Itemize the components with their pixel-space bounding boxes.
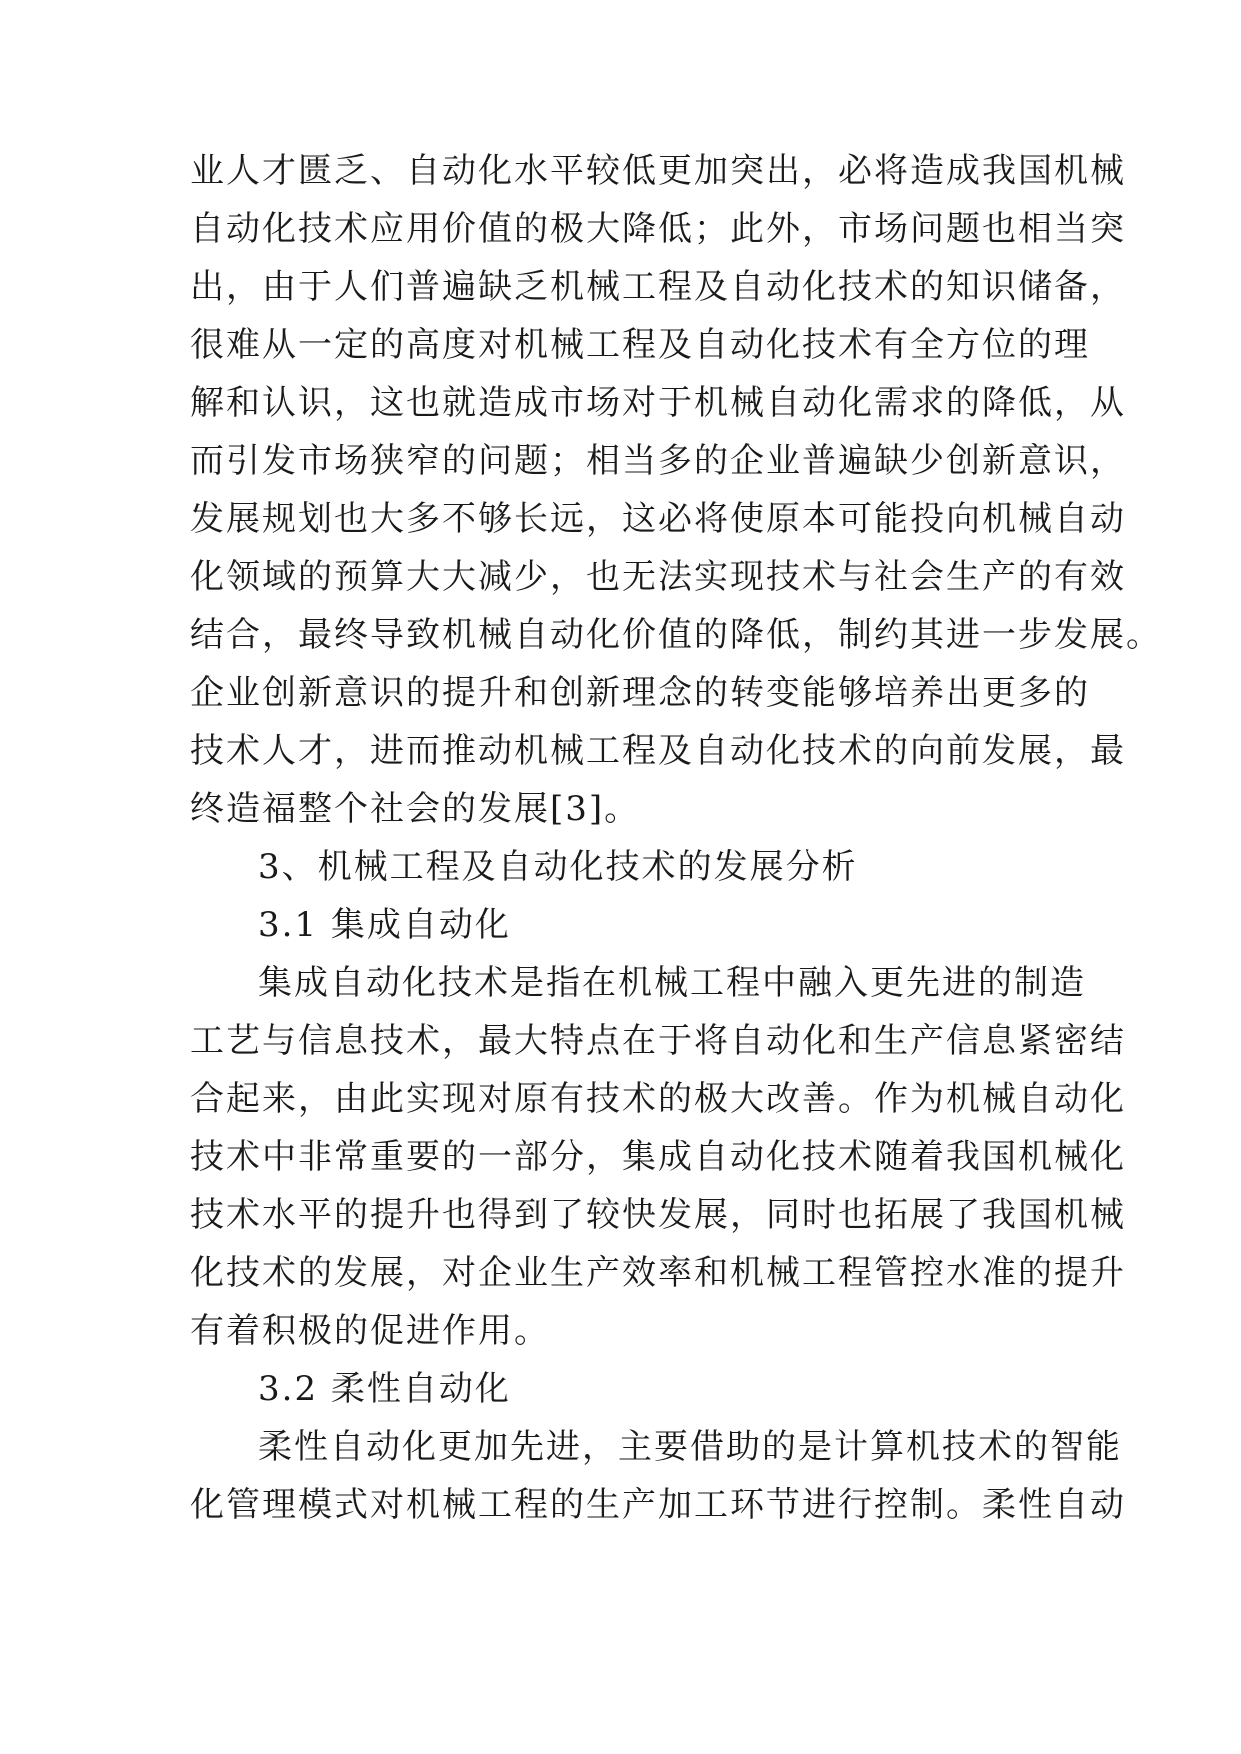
text-line: 自动化技术应用价值的极大降低；此外，市场问题也相当突 bbox=[190, 209, 1126, 249]
text-line: 化技术的发展，对企业生产效率和机械工程管控水准的提升 bbox=[190, 1253, 1126, 1293]
text-line: 技术水平的提升也得到了较快发展，同时也拓展了我国机械 bbox=[190, 1195, 1126, 1235]
text-line: 化领域的预算大大减少，也无法实现技术与社会生产的有效 bbox=[190, 557, 1126, 597]
text-line: 解和认识，这也就造成市场对于机械自动化需求的降低，从 bbox=[190, 383, 1126, 423]
text-line: 结合，最终导致机械自动化价值的降低，制约其进一步发展。 bbox=[190, 615, 1162, 655]
text-line: 化管理模式对机械工程的生产加工环节进行控制。柔性自动 bbox=[190, 1485, 1126, 1525]
text-line: 业人才匮乏、自动化水平较低更加突出，必将造成我国机械 bbox=[190, 151, 1126, 191]
text-line: 企业创新意识的提升和创新理念的转变能够培养出更多的 bbox=[190, 673, 1090, 713]
text-line: 工艺与信息技术，最大特点在于将自动化和生产信息紧密结 bbox=[190, 1021, 1126, 1061]
text-line: 发展规划也大多不够长远，这必将使原本可能投向机械自动 bbox=[190, 499, 1126, 539]
text-line: 而引发市场狭窄的问题；相当多的企业普遍缺少创新意识， bbox=[190, 441, 1126, 481]
text-line: 终造福整个社会的发展[3]。 bbox=[190, 789, 641, 829]
text-line: 出，由于人们普遍缺乏机械工程及自动化技术的知识储备， bbox=[190, 267, 1126, 307]
subsection-heading: 3.2 柔性自动化 bbox=[258, 1369, 511, 1409]
text-line: 技术中非常重要的一部分，集成自动化技术随着我国机械化 bbox=[190, 1137, 1126, 1177]
section-heading: 3、机械工程及自动化技术的发展分析 bbox=[258, 847, 858, 887]
text-line: 集成自动化技术是指在机械工程中融入更先进的制造 bbox=[258, 963, 1086, 1003]
text-line: 合起来，由此实现对原有技术的极大改善。作为机械自动化 bbox=[190, 1079, 1126, 1119]
text-line: 有着积极的促进作用。 bbox=[190, 1311, 550, 1351]
text-line: 很难从一定的高度对机械工程及自动化技术有全方位的理 bbox=[190, 325, 1090, 365]
text-line: 技术人才，进而推动机械工程及自动化技术的向前发展，最 bbox=[190, 731, 1126, 771]
subsection-heading: 3.1 集成自动化 bbox=[258, 905, 511, 945]
text-line: 柔性自动化更加先进，主要借助的是计算机技术的智能 bbox=[258, 1427, 1122, 1467]
